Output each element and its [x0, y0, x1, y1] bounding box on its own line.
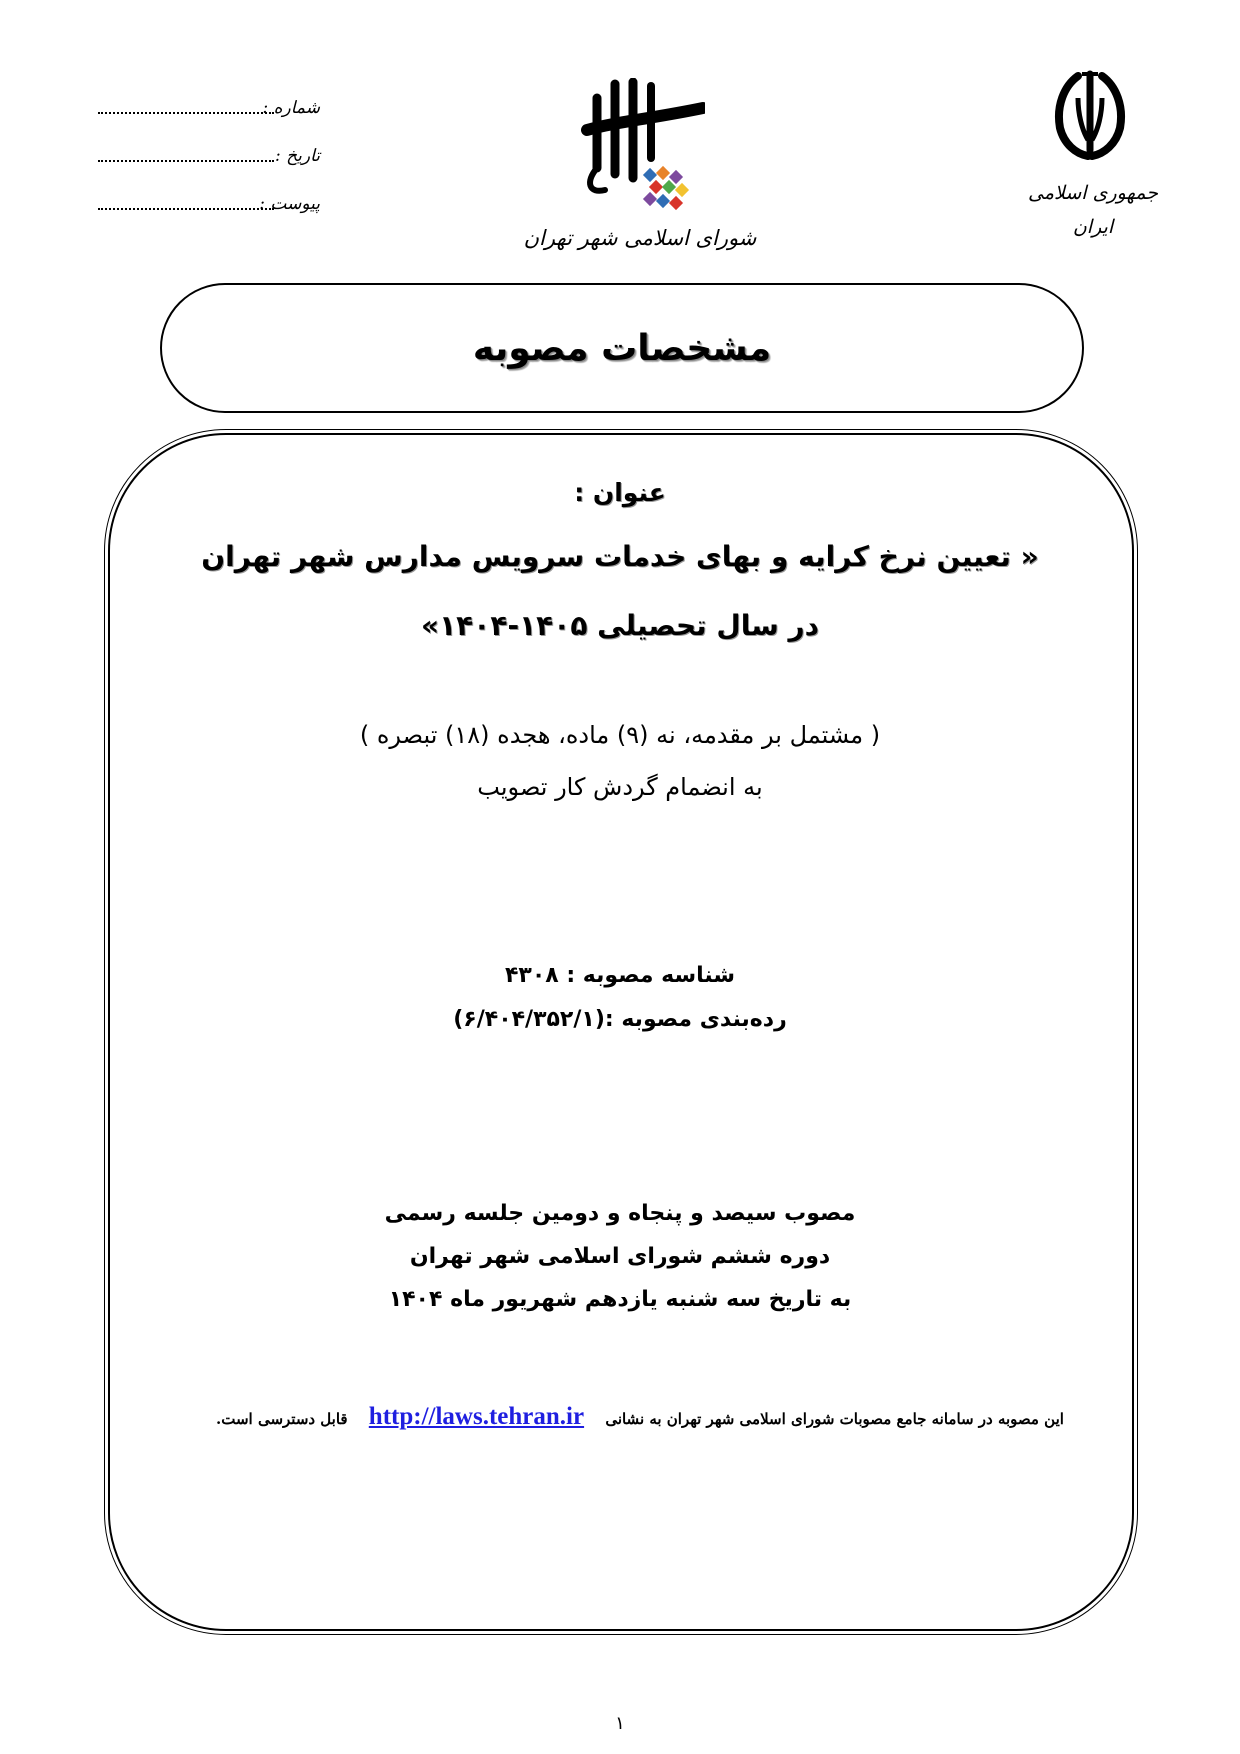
notice-text-after: قابل دسترسی است. [216, 1410, 348, 1428]
number-label: شماره : [262, 98, 320, 118]
resolution-classification: رده‌بندی مصوبه :(۶/۴۰۴/۳۵۲/۱) [453, 1007, 787, 1032]
attachment-field [98, 194, 320, 214]
document-title: مشخصات مصوبه [472, 327, 772, 369]
subject-line-2: در سال تحصیلی ۱۴۰۵-۱۴۰۴» [421, 609, 819, 642]
number-dotted-line [98, 112, 274, 114]
iran-emblem-icon [1048, 70, 1132, 166]
number-field [98, 98, 320, 118]
attachment-label: پیوست : [259, 194, 320, 214]
attachment-dotted-line [98, 208, 274, 210]
laws-website-link[interactable]: http://laws.tehran.ir [368, 1403, 585, 1430]
description-line-2: به انضمام گردش کار تصویب [477, 773, 763, 801]
approval-line-2: دوره ششم شورای اسلامی شهر تهران [409, 1244, 831, 1269]
title-box [160, 283, 1084, 413]
subject-label: عنوان : [574, 478, 666, 507]
description-line-1: ( مشتمل بر مقدمه، نه (۹) ماده، هجده (۱۸) تبصره ) [359, 721, 881, 749]
date-field [98, 146, 320, 166]
notice-text-before: این مصوبه در سامانه جامع مصوبات شورای اسلامی شهر تهران به نشانی [605, 1410, 1064, 1428]
republic-name: جمهوری اسلامی ایران [1028, 182, 1158, 238]
approval-line-3: به تاریخ سه شنبه یازدهم شهریور ماه ۱۴۰۴ [388, 1287, 852, 1312]
date-dotted-line [98, 160, 274, 162]
page-number: ۱ [615, 1713, 625, 1734]
date-label: تاریخ : [275, 146, 320, 166]
council-name: شورای اسلامی شهر تهران [523, 226, 757, 250]
resolution-id: شناسه مصوبه : ۴۳۰۸ [504, 963, 736, 988]
subject-line-1: « تعیین نرخ کرایه و بهای خدمات سرویس مدارس شهر تهران [201, 540, 1039, 573]
council-logo-icon [575, 78, 705, 218]
approval-line-1: مصوب سیصد و پنجاه و دومین جلسه رسمی [384, 1201, 856, 1226]
availability-notice [210, 1402, 1070, 1434]
